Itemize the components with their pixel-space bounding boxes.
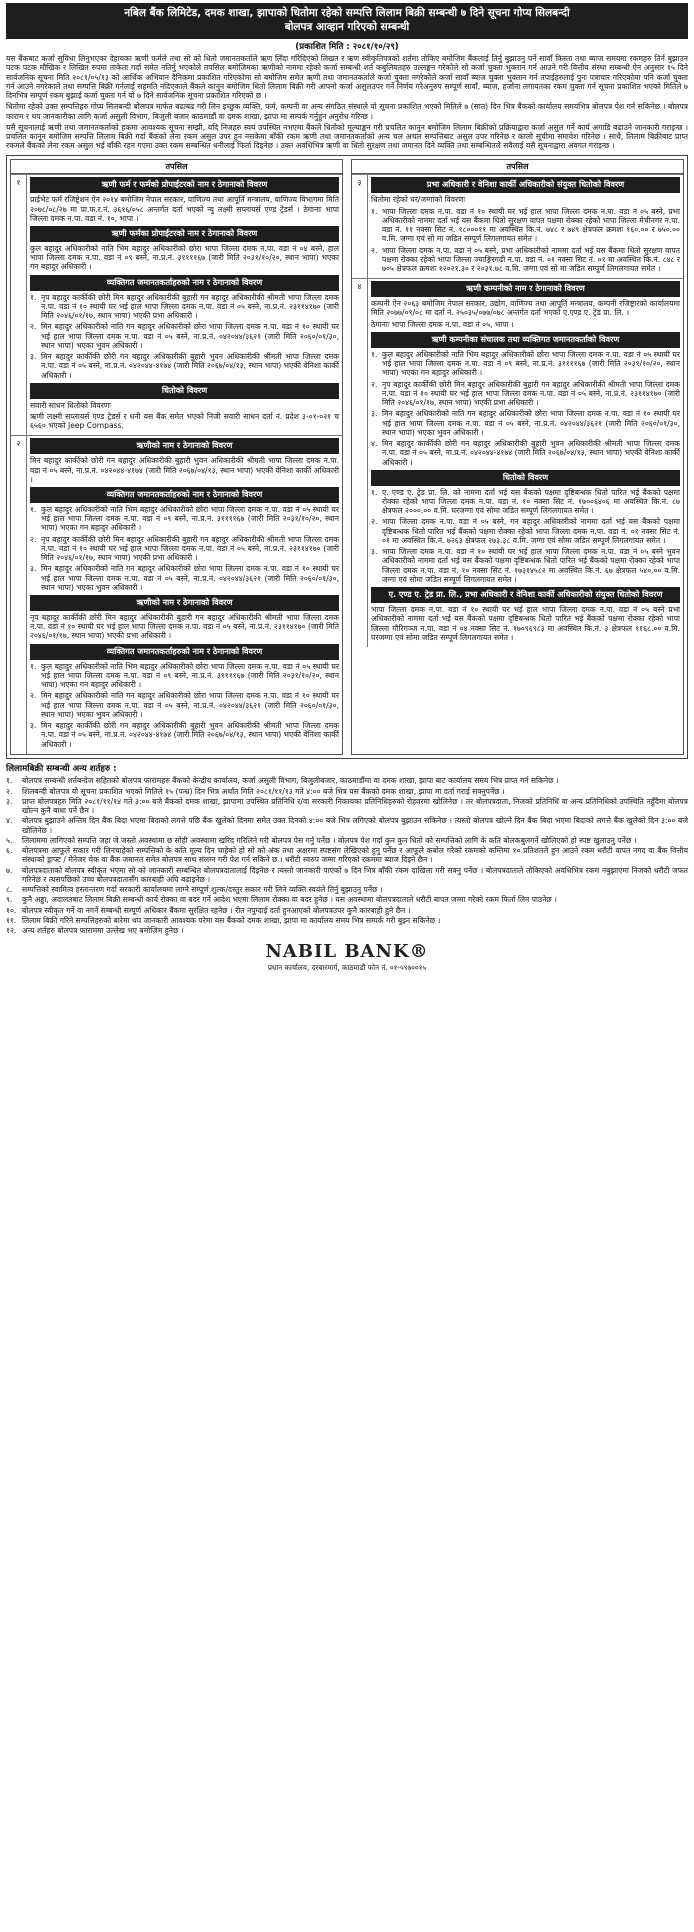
section-text: नृप बहादुर कार्कीकी छोरी मिन बहादुर अधिकारीकी बुहारी गन बहादुर अधिकारीकी श्रीमती भापा जिल्ला दमक न.पा. वडा नं १० स्थायी घर भई हाल भापा जिल्ला दमक न.पा. वडा नं ०५ बस्ने, ना.प्र.नं. २३११४१७० (जारी मिति २०४६/०१/१७, स्थान भापा) भएकी प्रभा अधिकारी ।: [30, 612, 339, 641]
condition-number: ७.: [6, 865, 13, 875]
item-text: मिन बहादुर अधिकारीको नाति गन बहादुर अधिकारीको छोरा भापा जिल्ला दमक न.पा. वडा नं १० स्थायी घर भई हाल भापा जिल्ला दमक न.पा. वडा नं ०५ बस्ने, ना.प्र.नं. ०४२०४४/३६२१ (जारी मिति २०६०/०१/३०, स्थान भापा) भएका भुवन अधिकारी ।: [382, 409, 680, 437]
item-number: ३.: [371, 547, 378, 557]
condition-number: ८.: [6, 885, 13, 895]
item-number: १.: [30, 661, 37, 671]
item-number: ४.: [371, 439, 378, 449]
item-text: कुल बहादुर अधिकारीको नाति भिम बहादुर अधिकारीको छोरा भापा जिल्ला दमक न.पा. वडा नं ०५ स्थायी घर भई हाल भापा जिल्ला दमक न.पा. वडा नं ०९ बस्ने, ना.प्र.नं. ३११११६७ (जारी मिति २०३१/१०/२०, स्थान भापा) भएका गन बहादुर अधिकारी ।: [41, 661, 339, 690]
item-text: ए. एण्ड ए. ट्रेड प्रा. लि. को नाममा दर्ता भई यस बैंकको पक्षमा दृष्टिबन्धक धितो पारित भई बैंकको पक्षमा रोक्का रहेको भापा जिल्ला दमक न.पा. वडा नं. १० नक्सा सिट नं. १७००६४०६ मा अवस्थित कि.नं. ८७ क्षेत्रफल २०००.०० व.मि. घरजग्गा एवं सोमा जडित सम्पूर्ण लिगलगायत समेत ।: [382, 487, 680, 516]
condition-item: [6, 866, 688, 885]
condition-text: प्राप्त बोलपत्रहरु मिति २०८१/११/१४ गते ३:०० बजे बैंकको दमक शाखा, झापामा उपस्थित प्रतिनिधि र/वा सरकारी निकायका प्रतिनिधिहरुको रोहवरमा खोलिनेछ । तर बोलपत्रदाता, निजको प्रतिनिधि वा अन्य प्रतिनिधिको उपस्थिति नहुँदैमा बोलपत्र खोल्न कुनै बाधा पर्ने छैन ।: [22, 796, 688, 816]
item-text: मिन बहादुर अधिकारीको नाति गन बहादुर अधिकारीको छोरा भापा जिल्ला दमक न.पा. वडा नं १० स्थायी घर भई हाल भापा जिल्ला दमक न.पा. वडा नं ०५ बस्ने, ना.प्र.नं. ०४२०४४/३६२१ (जारी मिति २०६०/०१/३०, स्थान भापा) भएका भुवन अधिकारी ।: [41, 564, 339, 592]
item-text: कुल बहादुर अधिकारीको नाति भिम बहादुर अधिकारीको छोरा भापा जिल्ला दमक न.पा. वडा नं ०५ स्थायी घर भई हाल भापा जिल्ला दमक न.पा. वडा नं ०९ बस्ने, ना.प्र.नं. ३११११६७ (जारी मिति २०३१/१०/२०, स्थान भापा) भएका गन बहादुर अधिकारी ।: [41, 504, 339, 533]
schedule-columns: [6, 155, 688, 759]
condition-number: २.: [6, 786, 13, 796]
section-heading: ऋणीको नाम र ठेगानाको विवरण: [30, 438, 339, 454]
head-office-address: प्रधान कार्यालय, दरबारमार्ग, काठमाडौं फोन नं. ०१-५९७००१५: [267, 963, 427, 973]
condition-text: बोलपत्र बुझाउने अन्तिम दिन बैंक बिदा भएमा बिदाको लगत्ते पछि बैंक खुलेको दिनमा समेत उक्त दिनको ४:०० बजे भित्र लगिएको बोलपत्र बुझाउन सकिनेछ । त्यस्तो बोलपत्र खोल्ने दिन बैंक बिदा भएमा बिदाको लगत्ते बैंक खुलेको दिन ३:०० बजे खोलिनेछ ।: [22, 816, 688, 835]
item-number: ३.: [30, 721, 37, 731]
section-text: सवारी साधन धितोको विवरणः: [30, 400, 111, 410]
condition-item: [6, 836, 688, 845]
condition-number: १२.: [6, 926, 17, 936]
numbered-item: [371, 380, 680, 408]
numbered-item: [371, 488, 680, 516]
numbered-item: [30, 505, 339, 533]
auction-conditions: [6, 764, 688, 935]
conditions-list: [6, 776, 688, 935]
intro-para: यसै सूचनालाई ऋणी तथा जमानतकर्ताको हकमा आवश्यक सूचना सम्झी, यदि निजहरु स्वयं उपस्थित नभएमा बैंकले धितोको मूल्याङ्कन गरी प्रचलित कानुन बमोजिम लिलाम बिक्रीको प्रक्रियाद्वारा कर्जा असुल गर्ने कार्य अगाडि बढाउने जानकारी गराइन्छ । प्रचलित कानून बमोजिम सम्पत्ति लिलाम बिक्री गर्दा बैंकको लेना रकम असुल उपर हुन नसकेमा बाँकी रकम ऋणी तथा जमानतकर्ताको अन्य चल अचल सम्पत्तिबाट असुल उपर गरिनेछ र कालो सूचीमा समावेश गरिनेछ । साथै, लिलाम बिक्रीबाट प्राप्त रकमले बैंकको लेना रकम असुल भई बाँकी रहन गएमा उक्त रकम सम्बन्धित धनीलाई फिर्ता दिइनेछ । उक्त अवधिभित्र ऋणी वा धितो सुरक्षण तथा जमानत दिने व्यक्ति तथा सम्बन्धितले सवैलाई यसै सूचनाद्वारा अवगत गराइन्छ ।: [6, 122, 688, 151]
left-schedule: [10, 159, 343, 755]
section-heading: व्यक्तिगत जमानतकर्ताहरुको नाम र ठेगानाको विवरण: [30, 275, 339, 291]
entry-body: [27, 175, 342, 435]
entry-number: २: [11, 436, 27, 753]
section-heading: ए. एण्ड ए. ट्रेड प्रा. लि., प्रभा अधिकारी र वेनिशा कार्की अधिकारीको संयुक्त धितोको विवरण: [371, 587, 680, 603]
condition-item: [6, 816, 688, 835]
section-heading: प्रभा अधिकारी र वेनिशा कार्की अधिकारीको संयुक्त धितोको विवरण: [371, 177, 680, 193]
condition-text: अन्य शर्तहरु बोलपत्र फाराममा उल्लेख भए बमोजिम हुनेछ ।: [22, 926, 184, 936]
item-number: २.: [30, 534, 37, 544]
intro-text: [6, 54, 688, 151]
entry-number: ४: [352, 279, 368, 647]
numbered-item: [30, 662, 339, 690]
item-number: २.: [371, 379, 378, 389]
condition-text: लिलाम बिक्री गरिने सम्पत्तिहरुको बारेमा थप जानकारी आवश्यक परेमा यस बैंकको दमक शाखा, झापा मा कार्यालय समय भित्र सम्पर्क गरी बुझ्न सकिनेछ ।: [22, 915, 441, 925]
numbered-item: [30, 293, 339, 321]
section-text: धितोमा रहेको घर/जग्गाको विवरणः: [371, 195, 466, 205]
condition-text: सम्पत्तिको स्वामित्व हस्तान्तरण गर्दा सरकारी कार्यालयमा लाग्ने सम्पूर्ण शुल्क/दस्तुर सकार गरी लिने व्यक्ति स्वयंले तिर्नु बुझाउनु पर्नेछ ।: [22, 885, 383, 895]
item-number: १.: [371, 349, 378, 359]
section-heading: ऋणीको नाम र ठेगानाको विवरण: [30, 595, 339, 611]
numbered-item: [371, 547, 680, 584]
numbered-item: [371, 207, 680, 244]
item-text: नृप बहादुर कार्कीकी छोरी मिन बहादुर अधिकारीकी बुहारी गन बहादुर अधिकारीकी श्रीमती भापा जिल्ला दमक न.पा. वडा नं १० स्थायी घर भई हाल भापा जिल्ला दमक न.पा. वडा नं ०५ बस्ने, ना.प्र.नं. २३११४१७० (जारी मिति २०४६/०१/१७, स्थान भापा) भएकी प्रभा अधिकारी ।: [41, 292, 339, 321]
condition-item: [6, 787, 688, 796]
item-text: नृप बहादुर कार्कीकी छोरी मिन बहादुर अधिकारीकी बुहारी गन बहादुर अधिकारीकी श्रीमती भापा जिल्ला दमक न.पा. वडा नं १० स्थायी घर भई हाल भापा जिल्ला दमक न.पा. वडा नं ०५ बस्ने, ना.प्र.नं. २३११४१७० (जारी मिति २०४६/०१/१७, स्थान भापा) भएकी प्रभा अधिकारी ।: [382, 379, 680, 408]
condition-number: ४.: [6, 816, 13, 826]
numbered-item: [30, 691, 339, 719]
condition-text: बोलपत्र स्वीकृत गर्ने वा नगर्ने सम्बन्धी सम्पूर्ण अधिकार बैंकमा सुरक्षित रहनेछ । रीत नपुग्दाई दर्ता हुनआएको बोलपत्रउपर कुनै कारबाही हुने छैन ।: [22, 905, 411, 915]
item-text: मिन बहादुर अधिकारीको नाति गन बहादुर अधिकारीको छोरा भापा जिल्ला दमक न.पा. वडा नं १० स्थायी घर भई हाल भापा जिल्ला दमक न.पा. वडा नं ०५ बस्ने, ना.प्र.नं. ०४२०४४/३६२१ (जारी मिति २०६०/०१/३०, स्थान भापा) भएका भुवन अधिकारी ।: [41, 691, 339, 719]
condition-item: [6, 776, 688, 785]
numbered-item: [371, 246, 680, 274]
item-text: मिन बहादुर कार्कीकी छोरी गन बहादुर अधिकारीकी बुहारी भुवन अधिकारीकी श्रीमती भापा जिल्ला दमक न.पा. वडा नं ०५ बस्ने, ना.प्र.नं. ०४२०४४-४१७४ (जारी मिति २०६७/०४/१३, स्थान भापा) भएकी वेनिशा कार्की अधिकारी ।: [41, 352, 339, 380]
intro-para: धितोमा रहेको उक्त सम्पत्तिहरु गोप्य सिलबन्दी बोलपत्र मार्फत बढाबढ गरी लिन इच्छुक व्यक्ति, फर्म, कम्पनी वा अन्य संगठित संस्थाले यो सूचना प्रकाशित भएको मितिले ७ (सात) दिन भित्र बैंकको कार्यालय समयभित्र बोलपत्र पेश गर्न सकिनेछ । बोलपत्र फाराम र थप जानकारीका लागि कर्जा असुली विभाग, बिजुली बजार काठमाडौं वा दमक शाखा, झापा मा सम्पर्क गर्नुहुन अनुरोध गरिन्छ ।: [6, 102, 688, 121]
condition-number: ९.: [6, 895, 13, 905]
notice-title: [6, 3, 688, 39]
item-text: भापा जिल्ला दमक न.पा. वडा नं ०५ बस्ने, प्रभा अधिकारीको नाममा दर्ता भई यस बैंकमा धितो सुरक्षण वापत पक्षमा रोक्का रहेको भापा जिल्ला ज्याङ्गिरगढी न.पा. वडा नं. ०१ नक्सा सिट नं. ०१ मा अवस्थित कि.नं. ८४८ र ७०५ क्षेत्रफल क्रमशः १२०२१.३० र २०३१.७८ व.मि. जग्गा एवं सो मा जडित सम्पूर्ण लिगलगायत समेत ।: [382, 245, 680, 274]
item-number: २.: [30, 322, 37, 332]
section-text: भापा जिल्ला दमक न.पा. वडा नं १० स्थायी घर भई हाल भापा जिल्ला दमक न.पा. वडा नं ०५ बस्ने प्रभा अधिकारीको नाममा दर्ता भई यस बैंकको पक्षमा दृष्टिबन्धक धितो पारित भई बैंकको पक्षमा रोक्का रहेको भापा जिल्ला गौरिगञ्ज न.पा. वडा नं ०४ नक्सा सिट नं. १७०९६९८३ मा अवस्थित कि.नं. ३ क्षेत्रफल ११६८.०० व.मि. घरजग्गा एवं सोमा जडित सम्पूर्ण लिगलगायत समेत ।: [371, 605, 680, 642]
condition-item: [6, 885, 688, 894]
section-heading: धितोको विवरण: [371, 470, 680, 486]
section-heading: व्यक्तिगत जमानतकर्ताहरुको नाम र ठेगानाको विवरण: [30, 487, 339, 503]
title-line-1: नबिल बैंक लिमिटेड, दमक शाखा, झापाको धितोमा रहेको सम्पत्ति लिलाम बिक्री सम्बन्धी ७ दिने सूचना गोप्य सिलबन्दी: [124, 7, 570, 19]
item-text: भापा जिल्ला दमक न.पा. वडा नं ०५ बस्ने, गन बहादुर अधिकारीको नाममा दर्ता भई यस बैंकको पक्षमा दृष्टिबन्धक धितो पारित भई बैंकको पक्षमा रोक्का रहेको भापा जिल्ला दमक न.पा. वडा नं. ०१ नक्सा सिट नं. ०१ मा अवस्थित कि.नं. ७२६३ क्षेत्रफल २७३.३८ व.मि. जग्गा एवं सोमा जडित सम्पूर्ण लिगलगायत समेत ।: [382, 517, 680, 545]
numbered-item: [30, 352, 339, 380]
condition-item: [6, 846, 688, 865]
condition-item: [6, 916, 688, 925]
entry-body: [368, 175, 683, 278]
condition-number: ५.: [6, 835, 13, 845]
item-number: २.: [30, 691, 37, 701]
condition-item: [6, 895, 688, 904]
item-number: १.: [371, 206, 378, 216]
item-number: १.: [371, 487, 378, 497]
condition-text: शिलबन्दी बोलपत्र यो सूचना प्रकाशित भएको मितिले १५ (पन्ध्र) दिन भित्र अर्थात मिति २०८१/११/१३ गते ४:०० बजे भित्र यस बैंकको दमक शाखा, झापा मा दर्ता गराई सक्नुपर्नेछ ।: [22, 786, 505, 796]
section-heading: व्यक्तिगत जमानतकर्ताहरुको नाम र ठेगानाको विवरण: [30, 644, 339, 660]
condition-number: १०.: [6, 905, 17, 915]
condition-text: बोलपत्रमा आफूले सकार गरी लिनचाहेको सम्पत्तिको के कति मूल्य दिन चाहेको हो सो को अंक तथा अक्षरमा स्पष्टसंग लेखिएको हुनु पर्नेछ र आफूले कबोल गरेको रकमको कम्तिमा १० प्रतिशतले हुन आउने रकम धरौटी वापत नगद वा बैंक वित्तीय संस्थाको ड्राफ्ट / मेनेजर चेक वा बैंक जमानत समेत बोलपत्र साथ संलग्न गरी पेश गर्न सकिने छ । धरौटी स्वरुप जम्मा गरिएको रकममा ब्याज दिइने छैन ।: [22, 846, 688, 865]
item-number: ३.: [371, 409, 378, 419]
conditions-heading: लिलामबिक्री सम्बन्धी अन्य शर्तहरु :: [6, 763, 117, 774]
entry-number: ३: [352, 175, 368, 278]
condition-number: ११.: [6, 915, 17, 925]
item-number: २.: [371, 245, 378, 255]
item-number: ३.: [30, 352, 37, 362]
right-column-head: तपसिल: [352, 160, 683, 175]
item-number: ३.: [30, 564, 37, 574]
schedule-entry: [352, 174, 683, 278]
section-heading: धितोको विवरण: [30, 383, 339, 399]
condition-text: बोलपत्रदाताको बोलपत्र स्वीकृत भएमा सो को जानकारी सम्बन्धित बोलपत्रदातालाई दिइनेछ र त्यस्तो जानकारी पाएको ७ दिन भित्र बाँकी रकम दाखिला गरी सक्नु पर्नेछ । बोलपत्रदाताले तोकिएको अवधिभित्र रकम नबुझाएमा निजको धरौटी जफत गरिनेछ र त्यसपछिको उच्च बोलपत्रदातासँग कारबाही अघि बढाइनेछ ।: [22, 865, 688, 884]
numbered-item: [371, 409, 680, 437]
left-column-head: तपसिल: [11, 160, 342, 175]
section-text: कुल बहादुर अधिकारीको नाति भिम बहादुर अधिकारीको छोरा भापा जिल्ला दमक न.पा. वडा नं ०४ बस्ने, हाल भापा जिल्ला दमक न.पा. वडा नं ०९ बस्ने, ना.प्र.नं. ३११११६७ (जारी मिति २०३१/१०/२०, स्थान भापा) भएका गन बहादुर अधिकारी ।: [30, 243, 339, 272]
title-line-2: बोलपत्र आव्हान गरिएको सम्बन्धी: [284, 20, 410, 33]
intro-para: यस बैंकबाट कर्जा सुविधा लिनुभएका देहायका ऋणी फर्मले तथा सो को धितो जमानतकर्ताले ऋण लिँदा गरिदिएको लिखत र ऋण स्वीकृतिपत्रको शर्तमा तोकिए बमोजिम बैंकलाई तिर्नु बुझाउनु पर्ने सावाँ किस्ता तथा ब्याज समयमा रकमहरु तिर्न बुझाउन पटक पटक मौखिक र लिखित रुपमा ताकेता गर्दा समेत नतिर्नु भएकोले तपसिल बमोजिमका ऋणीको नाममा रहेको कर्जा सम्बन्धी शर्त कबुलियतहरु उल्लङ्घन गरेकोले सो कर्जा चुक्ता भुक्तान गर्न आउने गरी वित्तीय संस्था सम्बन्धी ऐन अनुसार १५ दिने सार्वजनिक सूचना मिति २०८१/०५/१३ को आर्थिक अभियान दैनिकमा प्रकाशित गरिएकोमा सो बमोजिम समेत ऋणी तथा जमानतकर्ताले कर्जा चुक्ता नगरेकोले कर्जा सावाँ ब्याज चुक्ता भुक्तान गर्न तपाईहरुलाई पुनः पत्राचार गरिएकोमा पनि कर्जा चुक्ता गर्न आउने नगरेकाले तथा सम्पत्ति बिक्री गर्नलाई सहमति नदिएकाले बैंकले कानुन बमोजिम धितो लिलाम बिक्री गरी आफ्नो कर्जा असुलउपर गर्ने निर्णय गरेअनुरुप सम्पूर्ण सावाँ, ब्याज, हर्जाना लगायतका रकम चुक्ता गर्न सूचना प्रकाशित भएको मितिले ७ दिनभित्र सम्पूर्ण रकम बुझाई कर्जा चुक्ता गर्न यो ७ दिने सार्वजनिक सूचना प्रकाशित गरिएको छ ।: [6, 54, 688, 101]
condition-item: [6, 797, 688, 816]
item-text: मिन बहादुर कार्कीकी छोरी गन बहादुर अधिकारीकी बुहारी भुवन अधिकारीकी श्रीमती भापा जिल्ला दमक न.पा. वडा नं ०५ बस्ने, ना.प्र.नं. ०४२०४४-४१७४ (जारी मिति २०६७/०४/१३, स्थान भापा) भएकी वेनिशा कार्की अधिकारी ।: [41, 721, 339, 749]
condition-text: बोलपत्र सम्बन्धी शर्तबन्देज सहितको बोलपत्र फारामहरु बैंकको केन्द्रीय कार्यालय, कर्जा असुली विभाग, बिजुलीबजार, काठमाडौंमा वा दमक शाखा, झापा बाट कार्यालय समय भित्र प्राप्त गर्न सकिनेछ ।: [22, 776, 559, 786]
condition-text: कुनै अड्डा, अदालतबाट लिलाम बिक्री सम्बन्धी कार्य रोक्का वा बदर गर्ने आदेश भएमा लिलाम रोक्का वा बदर हुनेछ । यस अवस्थामा बोलपत्रदाताले धरौटी बापत जम्मा गरेको रकम फिर्ता लिन पाउनेछ ।: [22, 895, 557, 905]
section-heading: ऋणी फर्म र फर्मको प्रोपाईटरको नाम र ठेगानाको विवरण: [30, 177, 339, 193]
condition-number: ६.: [6, 846, 13, 856]
nabil-bank-logo: NABIL BANK®: [265, 941, 429, 963]
section-text: कम्पनी ऐन २०६३ बमोजिम नेपाल सरकार, उद्योग, वाणिज्य तथा आपूर्ति मन्त्रालय, कम्पनी रजिष्ट्रारको कार्यालयमा मिति २०७७/०९/०८ मा दर्ता नं. २५०३५/०७७/०७८ अन्तर्गत दर्ता भएको ए.एण्ड ए. ट्रेड प्रा. लि. ।: [371, 299, 680, 318]
publish-date: (प्रकाशित मिति : २०८१/१०/२९): [295, 41, 399, 52]
condition-item: [6, 906, 688, 915]
schedule-entry: [11, 435, 342, 753]
numbered-item: [371, 517, 680, 545]
condition-number: ३.: [6, 796, 13, 806]
entry-number: १: [11, 175, 27, 435]
section-text: ठेगानाः भापा जिल्ला दमक न.पा. वडा नं ०५, भापा ।: [371, 319, 514, 329]
condition-item: [6, 926, 688, 935]
item-text: नृप बहादुर कार्कीकी छोरी मिन बहादुर अधिकारीकी बुहारी गन बहादुर अधिकारीकी श्रीमती भापा जिल्ला दमक न.पा. वडा नं १० स्थायी घर भई हाल भापा जिल्ला दमक न.पा. वडा नं ०५ बस्ने, ना.प्र.नं. २३११४१७० (जारी मिति २०४६/०१/१७, स्थान भापा) भएकी प्रभा अधिकारी ।: [41, 534, 339, 563]
section-text: ऋणी लक्ष्मी सप्लायर्स एण्ड ट्रेडर्स र धनी यस बैंक समेत भएको निजी सवारी साधन दर्ता नं. प्रदेश ३-०१-०२१ च ६५६० भएको Jeep Compass.: [30, 411, 339, 431]
item-number: २.: [371, 517, 378, 527]
item-text: भापा जिल्ला दमक न.पा. वडा नं १० स्थायी घर भई हाल भापा जिल्ला दमक न.पा. वडा नं ०५ बस्ने, प्रभा अधिकारीको नाममा दर्ता भई यस बैंकमा धितो सुरक्षण वापत पक्षमा रोक्का रहेको भापा जिल्ला मेचीनगर न.पा. वडा नं. ११ नक्सा सिट नं. १८०००११ मा अवस्थित कि.नं. ७४८ र ७४९ क्षेत्रफल क्रमशः १६०.०० र ७५०.०० व.मि. जग्गा एवं सो मा जडित सम्पूर्ण लिगलगायत समेत ।: [382, 206, 680, 244]
numbered-item: [30, 564, 339, 592]
numbered-item: [30, 535, 339, 563]
item-text: मिन बहादुर अधिकारीको नाति गन बहादुर अधिकारीको छोरा भापा जिल्ला दमक न.पा. वडा नं १० स्थायी घर भई हाल भापा जिल्ला दमक न.पा. वडा नं ०५ बस्ने, ना.प्र.नं. ०४२०४४/३६२१ (जारी मिति २०६०/०१/३०, स्थान भापा) भएका भुवन अधिकारी ।: [41, 322, 339, 350]
section-heading: ऋणी कम्पनीका संचालक तथा व्यक्तिगत जमानतकर्ताको विवरण: [371, 332, 680, 348]
numbered-item: [30, 322, 339, 350]
schedule-entry: [11, 174, 342, 435]
schedule-entry: [352, 278, 683, 647]
entry-body: [368, 279, 683, 647]
item-text: भापा जिल्ला दमक न.पा. वडा नं १० स्थायी घर भई हाल भापा जिल्ला दमक न.पा. वडा नं ०५ बस्ने भुवन अधिकारीको नाममा दर्ता भई यस बैंकको पक्षमा दृष्टिबन्धक धितो पारित भई बैंकको पक्षमा रोक्का रहेको भापा जिल्ला दमक न.पा. वडा नं. १० नक्सा सिट नं. १७३१४५८२ मा अवस्थित कि.नं. ६७ क्षेत्रफल ५४०.०० व.मि. जग्गा एवं सोमा जडित सम्पूर्ण लिगलगायत समेत ।: [382, 547, 680, 584]
section-heading: ऋणी फर्मका प्रोपाईटरको नाम र ठेगानाको विवरण: [30, 226, 339, 242]
section-text: मिन बहादुर कार्कीको छोरी गन बहादुर अधिकारीकी बुहारी भुवन अधिकारीकी श्रीमती भापा जिल्ला दमक न.पा. वडा नं ०५ बस्ने, ना.प्र.नं. ०४२०४४-४१७४ (जारी मिति २०६७/०४/१३, स्थान भापा) भएकी वेनिशा कार्की अधिकारी ।: [30, 456, 339, 484]
footer: [6, 941, 688, 973]
item-number: १.: [30, 292, 37, 302]
entry-body: [27, 436, 342, 753]
item-text: मिन बहादुर कार्कीकी छोरी गन बहादुर अधिकारीकी बुहारी भुवन अधिकारीकी श्रीमती भापा जिल्ला दमक न.पा. वडा नं ०५ बस्ने, ना.प्र.नं. ०४२०४४-४१७४ (जारी मिति २०६७/०४/१३, स्थान भापा) भएकी वेनिशा कार्की अधिकारी ।: [382, 439, 680, 467]
numbered-item: [371, 350, 680, 378]
item-number: १.: [30, 504, 37, 514]
condition-number: १.: [6, 776, 13, 786]
item-text: कुल बहादुर अधिकारीको नाति भिम बहादुर अधिकारीको छोरा भापा जिल्ला दमक न.पा. वडा नं ०५ स्थायी घर भई हाल भापा जिल्ला दमक न.पा. वडा नं ०९ बस्ने, ना.प्र.नं. ३११११६७ (जारी मिति २०३१/१०/२०, स्थान भापा) भएका गन बहादुर अधिकारी ।: [382, 349, 680, 378]
numbered-item: [371, 439, 680, 467]
numbered-item: [30, 721, 339, 749]
section-heading: ऋणी कम्पनीको नाम र ठेगानाको विवरण: [371, 281, 680, 297]
condition-text: लिलाममा लागिएको सम्पत्ति जहा जे जस्तो अवस्थामा छ सोही अवस्थामा खरिद गरिलिने गरी बोलपत्र पेस गर्नु पर्नेछ । बोलपत्र पेश गर्दा कुन कुन धितो को सम्पत्तिको लागि के कति बोलकबुलगर्ने खोलिएको हो स्पष्ट खुलाउनु पर्नेछ ।: [22, 835, 637, 845]
section-text: प्राईभेट फर्म रजिष्ट्रेशन ऐन २०१४ बमोजिम नेपाल सरकार, वाणिज्य तथा आपूर्ति मन्त्रालय, वाणिज्य विभागमा मिति २०७८/०८/२७ मा प्रा.फ.र.नं. ३६१६/०५८ अन्तर्गत दर्ता भएको न्यु लक्ष्मी सप्लायर्स एण्ड ट्रेडर्स । ठेगानाः भापा जिल्ला दमक न.पा. वडा नं. १०, भापा ।: [30, 195, 339, 223]
right-schedule: [351, 159, 684, 755]
